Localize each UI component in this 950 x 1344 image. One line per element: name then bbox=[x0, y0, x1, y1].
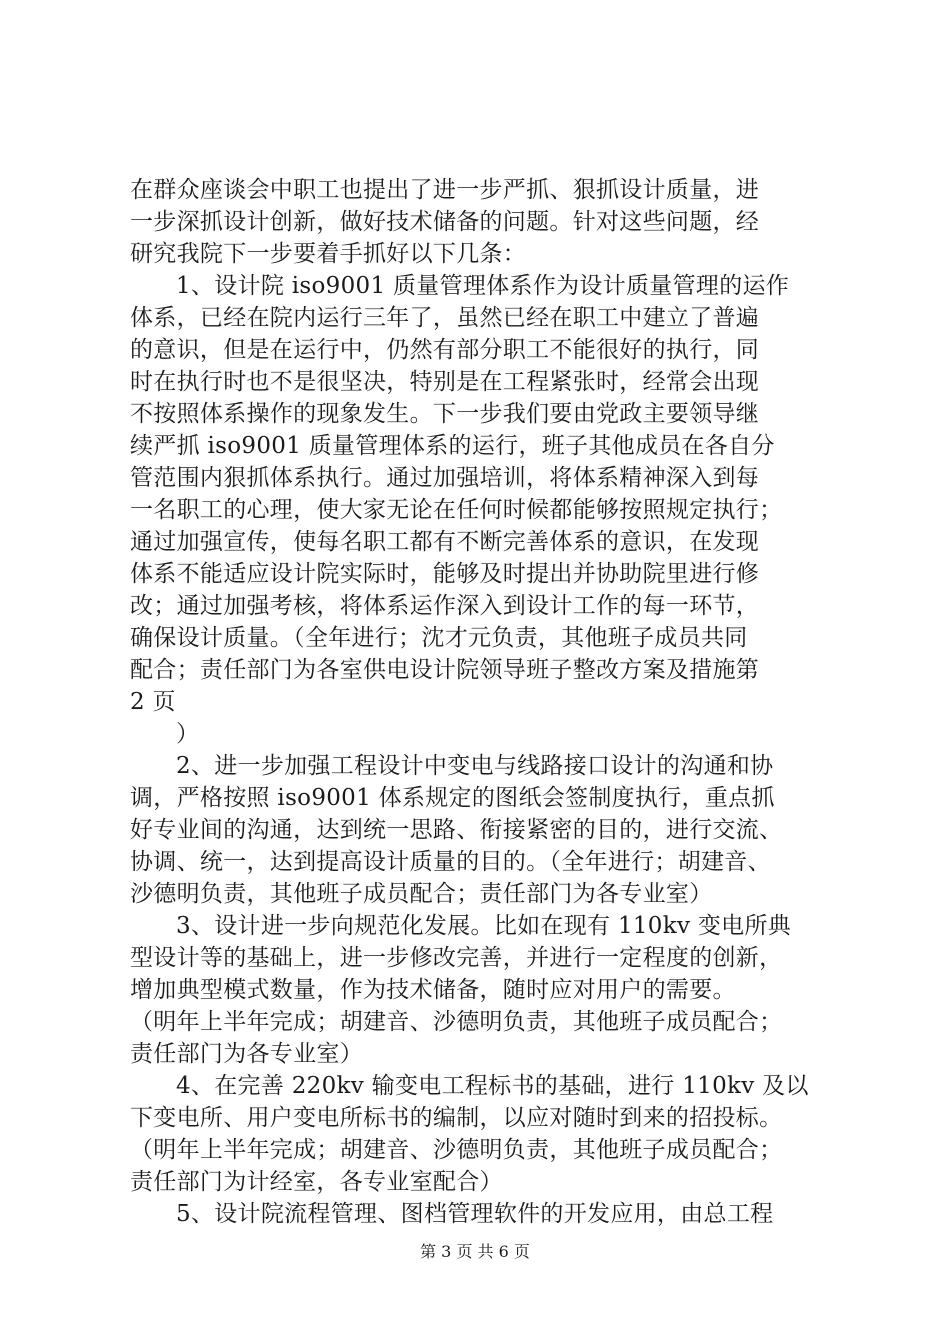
paragraph-2-start: 2、进一步加强工程设计中变电与线路接口设计的沟通和协 bbox=[176, 753, 774, 779]
text-line: 责任部门为计经室，各专业室配合） bbox=[130, 1169, 503, 1195]
text-line: 体系不能适应设计院实际时，能够及时提出并协助院里进行修 bbox=[130, 561, 760, 587]
text-line: 一步深抓设计创新，做好技术储备的问题。针对这些问题，经 bbox=[130, 209, 760, 235]
text-line: 沙德明负责，其他班子成员配合；责任部门为各专业室） bbox=[130, 881, 713, 907]
text-line: 一名职工的心理，使大家无论在任何时候都能够按照规定执行； bbox=[130, 497, 783, 523]
text-line: 下变电所、用户变电所标书的编制，以应对随时到来的招投标。 bbox=[130, 1105, 783, 1131]
paragraph-1-start: 1、设计院 iso9001 质量管理体系作为设计质量管理的运作 bbox=[176, 273, 790, 299]
text-line: 型设计等的基础上，进一步修改完善，并进行一定程度的创新， bbox=[130, 945, 783, 971]
document-body bbox=[130, 174, 835, 1230]
page-footer bbox=[0, 1242, 950, 1262]
text-line: 研究我院下一步要着手抓好以下几条： bbox=[130, 241, 527, 267]
text-line: 不按照体系操作的现象发生。下一步我们要由党政主要领导继 bbox=[130, 401, 760, 427]
page-number-label: 第 3 页 共 6 页 bbox=[420, 1242, 530, 1261]
text-line: 时在执行时也不是很坚决，特别是在工程紧张时，经常会出现 bbox=[130, 369, 760, 395]
text-line: 调，严格按照 iso9001 体系规定的图纸会签制度执行，重点抓 bbox=[130, 785, 775, 811]
text-line: 配合；责任部门为各室供电设计院领导班子整改方案及措施第 bbox=[130, 657, 760, 683]
text-line: 确保设计质量。（全年进行；沈才元负责，其他班子成员共同 bbox=[130, 625, 748, 651]
text-line: 好专业间的沟通，达到统一思路、衔接紧密的目的，进行交流、 bbox=[130, 817, 783, 843]
text-line: 在群众座谈会中职工也提出了进一步严抓、狠抓设计质量，进 bbox=[130, 177, 760, 203]
text-line: 改；通过加强考核，将体系运作深入到设计工作的每一环节， bbox=[130, 593, 760, 619]
text-line: 协调、统一，达到提高设计质量的目的。（全年进行；胡建音、 bbox=[130, 849, 771, 875]
text-line: （明年上半年完成；胡建音、沙德明负责，其他班子成员配合； bbox=[130, 1009, 783, 1035]
paragraph-3-start: 3、设计进一步向规范化发展。比如在现有 110kv 变电所典 bbox=[176, 913, 792, 939]
text-line: 体系，已经在院内运行三年了，虽然已经在职工中建立了普遍 bbox=[130, 305, 760, 331]
text-line: 续严抓 iso9001 质量管理体系的运行，班子其他成员在各自分 bbox=[130, 433, 775, 459]
text-line: 的意识，但是在运行中，仍然有部分职工不能很好的执行，同 bbox=[130, 337, 760, 363]
text-line: 增加典型模式数量，作为技术储备，随时应对用户的需要。 bbox=[130, 977, 736, 1003]
text-line: 通过加强宣传，使每名职工都有不断完善体系的意识，在发现 bbox=[130, 529, 760, 555]
text-line: （明年上半年完成；胡建音、沙德明负责，其他班子成员配合； bbox=[130, 1137, 783, 1163]
text-line: 2 页 bbox=[130, 689, 176, 715]
paragraph-5-start: 5、设计院流程管理、图档管理软件的开发应用，由总工程 bbox=[176, 1201, 774, 1227]
paragraph-4-start: 4、在完善 220kv 输变电工程标书的基础，进行 110kv 及以 bbox=[176, 1073, 809, 1099]
text-line: 管范围内狠抓体系执行。通过加强培训，将体系精神深入到每 bbox=[130, 465, 760, 491]
text-line: 责任部门为各专业室） bbox=[130, 1041, 363, 1067]
closing-paren: ） bbox=[176, 721, 200, 747]
